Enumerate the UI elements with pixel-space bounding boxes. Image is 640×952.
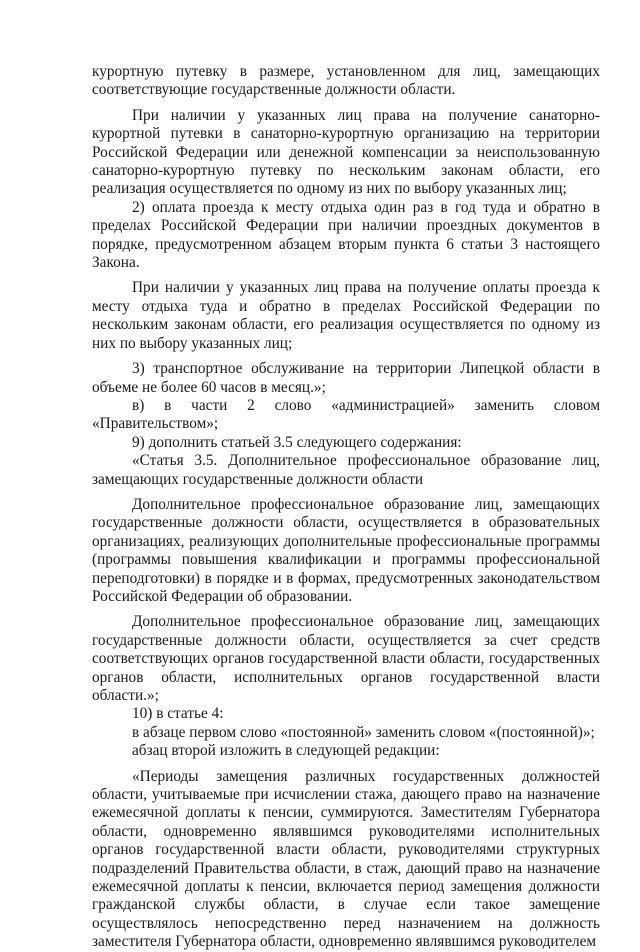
paragraph-8: «Статья 3.5. Дополнительное профессиональное образование лиц, замещающих государственные должности области <box>92 452 600 488</box>
paragraph-13: абзац второй изложить в следующей редакции: <box>132 742 440 760</box>
paragraph-4: При наличии у указанных лиц права на получение оплаты проезда к месту отдыха туда и обратно в пределах Российской Федерации по нескольким законам области, его реализация осуществляется по одному из них по выбору указанных лиц; <box>92 279 600 352</box>
paragraph-2: При наличии у указанных лиц права на получение санаторно-курортной путевки в санаторно-курортную организацию на территории Российской Федерации или денежной компенсации за неиспользованную санаторно-курортную путевку по нескольким законам области, его реализация осуществляется по одному из них по выбору указанных лиц; <box>92 106 600 198</box>
paragraph-5: 3) транспортное обслуживание на территории Липецкой области в объеме не более 60 часов в месяц.»; <box>92 360 600 396</box>
paragraph-11: 10) в статье 4: <box>132 705 224 723</box>
paragraph-7: 9) дополнить статьей 3.5 следующего содержания: <box>132 433 462 451</box>
paragraph-9: Дополнительное профессиональное образование лиц, замещающих государственные должности области, осуществляется в образовательных организациях, реализующих дополнительные профессиональные программы (программы повышения квалификации и программы профессиональной переподготовки) в порядке и в формах, предусмотренных законодательством Российской Федерации об образовании. <box>92 495 600 605</box>
paragraph-3: 2) оплата проезда к месту отдыха один раз в год туда и обратно в пределах Российской Федерации при наличии проездных документов в порядке, предусмотренном абзацем вторым пункта 6 статьи 3 настоящего Закона. <box>92 198 600 272</box>
paragraph-12: в абзаце первом слово «постоянной» заменить словом «(постоянной)»; <box>132 723 595 741</box>
paragraph-10: Дополнительное профессиональное образование лиц, замещающих государственные должности области, осуществляется за счет средств соответствующих органов государственной власти области, государственных органов области, исполнительных органов государственной власти области.»; <box>92 613 600 704</box>
paragraph-6: в) в части 2 слово «администрацией» заменить словом «Правительством»; <box>92 396 600 433</box>
paragraph-14: «Периоды замещения различных государственных должностей области, учитываемые при исчислении стажа, дающего право на назначение ежемесячной доплаты к пенсии, суммируются. Заместителям Губернатора области, одновременно являвшимся руководителями исполнительных органов государственной власти области, руководителями структурных подразделений Правительства области, в стаж, дающий право на назначение ежемесячной доплаты к пенсии, включается период замещения должности гражданской службы области, в случае если такое замещение осуществлялось непосредственно перед назначением на должность заместителя Губернатора области, одновременно являвшимся руководителем <box>92 767 600 951</box>
paragraph-1: курортную путевку в размере, установленном для лиц, замещающих соответствующие государственные должности области. <box>92 63 600 99</box>
